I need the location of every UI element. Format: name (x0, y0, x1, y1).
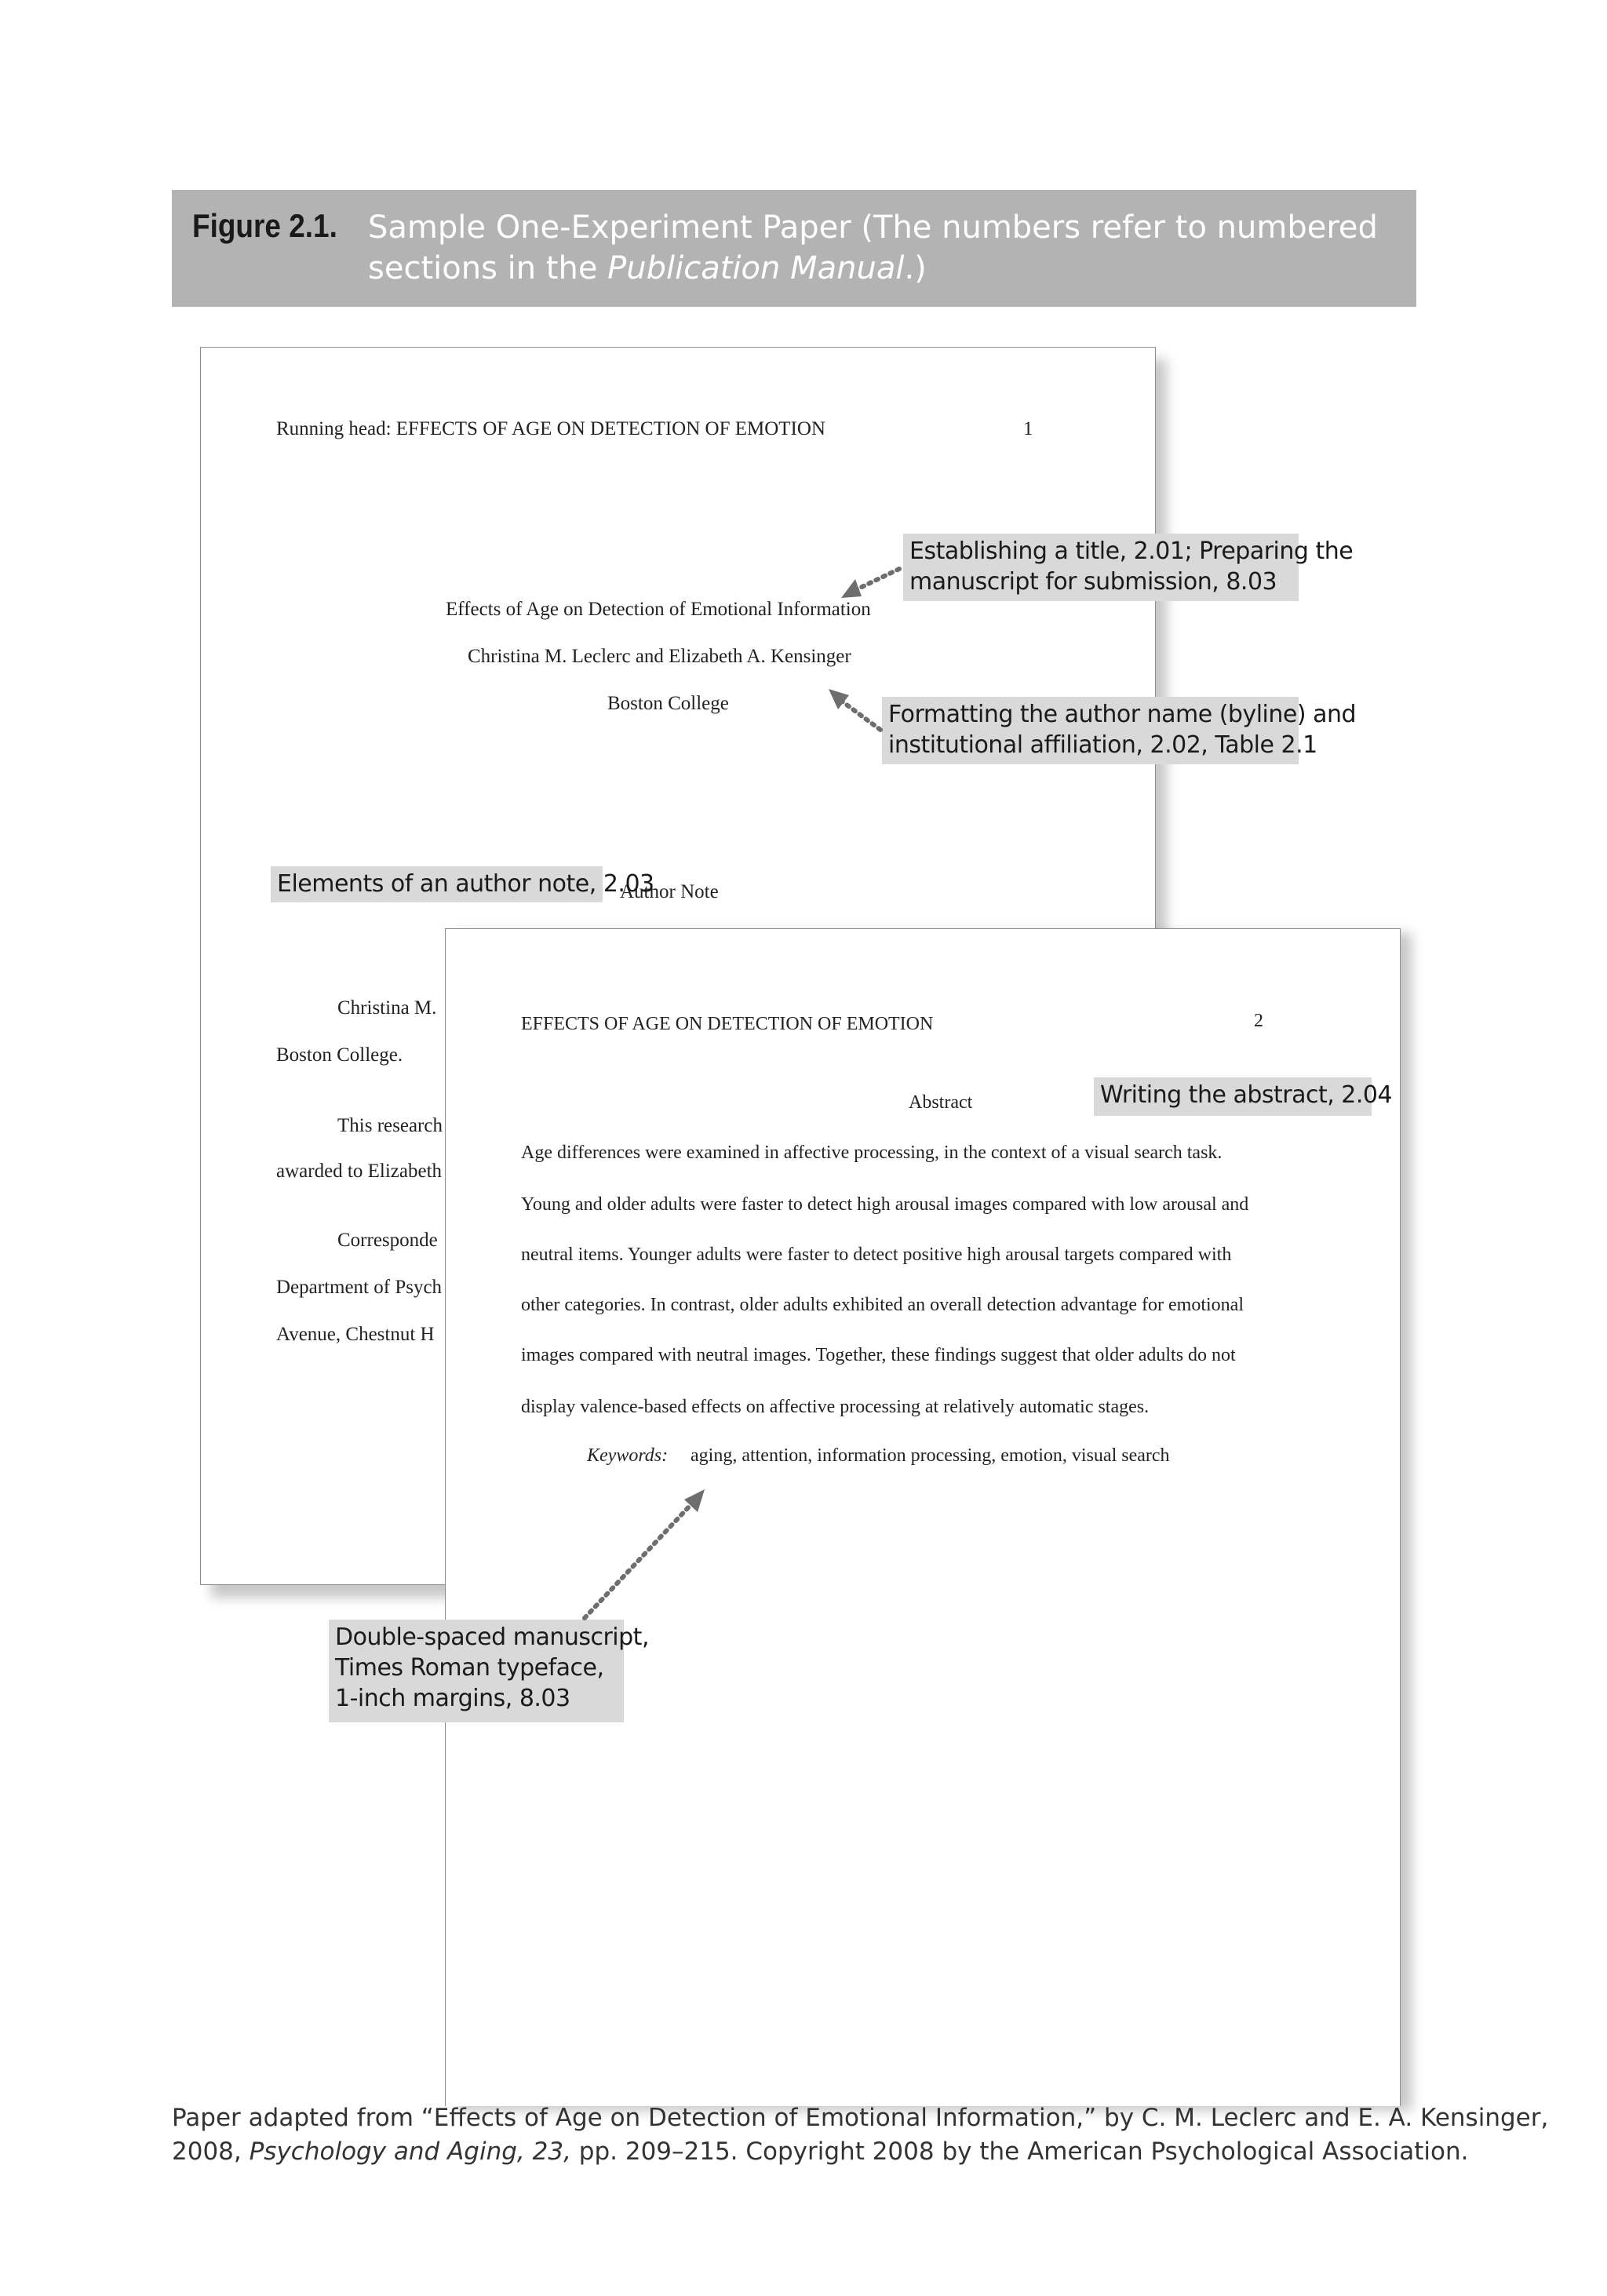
paper-title: Effects of Age on Detection of Emotional Information (446, 599, 871, 620)
callout-line: Formatting the author name (byline) and (888, 701, 1357, 728)
institution-affiliation: Boston College (607, 693, 729, 714)
figure-label: Figure 2.1. (192, 207, 337, 244)
author-note-line: This research (337, 1115, 443, 1136)
figure-title-italic: Publication Manual (607, 250, 905, 286)
figure-title-text-end: .) (904, 250, 927, 286)
callout-line: 1-inch margins, 8.03 (335, 1685, 570, 1712)
figure-title-line-1: Sample One-Experiment Paper (The numbers refer to numbered (368, 210, 1378, 246)
author-note-line: Corresponde (337, 1230, 438, 1251)
author-note-line: Department of Psych (276, 1277, 443, 1298)
caption-journal: Psychology and Aging, 23, (249, 2137, 571, 2166)
abstract-heading: Abstract (909, 1092, 973, 1113)
callout-byline (882, 697, 1357, 764)
author-note-line: Avenue, Chestnut H (276, 1324, 435, 1345)
callout-line: manuscript for submission, 8.03 (909, 568, 1277, 596)
callout-abstract (1094, 1077, 1393, 1116)
abstract-line: Young and older adults were faster to detect high arousal images compared with low arousal and (521, 1194, 1249, 1215)
author-note-line: Boston College. (276, 1044, 403, 1066)
figure-header (172, 190, 1416, 307)
callout-line: Elements of an author note, 2.03 (277, 870, 654, 898)
abstract-line: other categories. In contrast, older adults exhibited an overall detection advantage for emotional (521, 1295, 1244, 1315)
caption-text-end: pp. 209–215. Copyright 2008 by the American Psychological Association. (570, 2137, 1469, 2166)
callout-title (903, 534, 1354, 601)
callout-line: Writing the abstract, 2.04 (1100, 1081, 1393, 1109)
keywords-list: aging, attention, information processing, emotion, visual search (691, 1445, 1170, 1466)
abstract-line: images compared with neutral images. Together, these findings suggest that older adults do not (521, 1345, 1236, 1365)
author-byline: Christina M. Leclerc and Elizabeth A. Kensinger (468, 646, 851, 667)
page-number: 2 (1254, 1011, 1263, 1031)
callout-line: Establishing a title, 2.01; Preparing the (909, 538, 1354, 565)
page-number: 1 (1023, 418, 1033, 439)
figure-title-line-2 (368, 248, 1378, 289)
running-head: EFFECTS OF AGE ON DETECTION OF EMOTION (521, 1014, 934, 1034)
abstract-line: neutral items. Younger adults were faster to detect positive high arousal targets compared with (521, 1245, 1232, 1265)
caption-text: 2008, (172, 2137, 250, 2166)
figure-source-caption (172, 2101, 1548, 2169)
author-note-line: Christina M. (337, 997, 437, 1019)
author-note-heading: Author Note (620, 881, 719, 902)
callout-author-note (271, 866, 654, 902)
abstract-line: Age differences were examined in affective processing, in the context of a visual search task. (521, 1143, 1223, 1163)
figure-title-text: sections in the (368, 250, 608, 286)
keywords-label: Keywords: (587, 1445, 669, 1466)
caption-line-1: Paper adapted from “Effects of Age on Detection of Emotional Information,” by C. M. Leclerc and E. A. Kensinger, (172, 2104, 1549, 2132)
abstract-line: display valence-based effects on affective processing at relatively automatic stages. (521, 1397, 1150, 1417)
callout-format (329, 1620, 649, 1722)
author-note-line: awarded to Elizabeth (276, 1161, 443, 1182)
caption-line-2 (172, 2135, 1548, 2169)
figure-title (368, 207, 1378, 289)
callout-line: institutional affiliation, 2.02, Table 2.1 (888, 731, 1317, 759)
callout-line: Double-spaced manuscript, (335, 1624, 649, 1651)
callout-line: Times Roman typeface, (335, 1654, 604, 1682)
running-head: Running head: EFFECTS OF AGE ON DETECTION OF EMOTION (276, 418, 825, 439)
